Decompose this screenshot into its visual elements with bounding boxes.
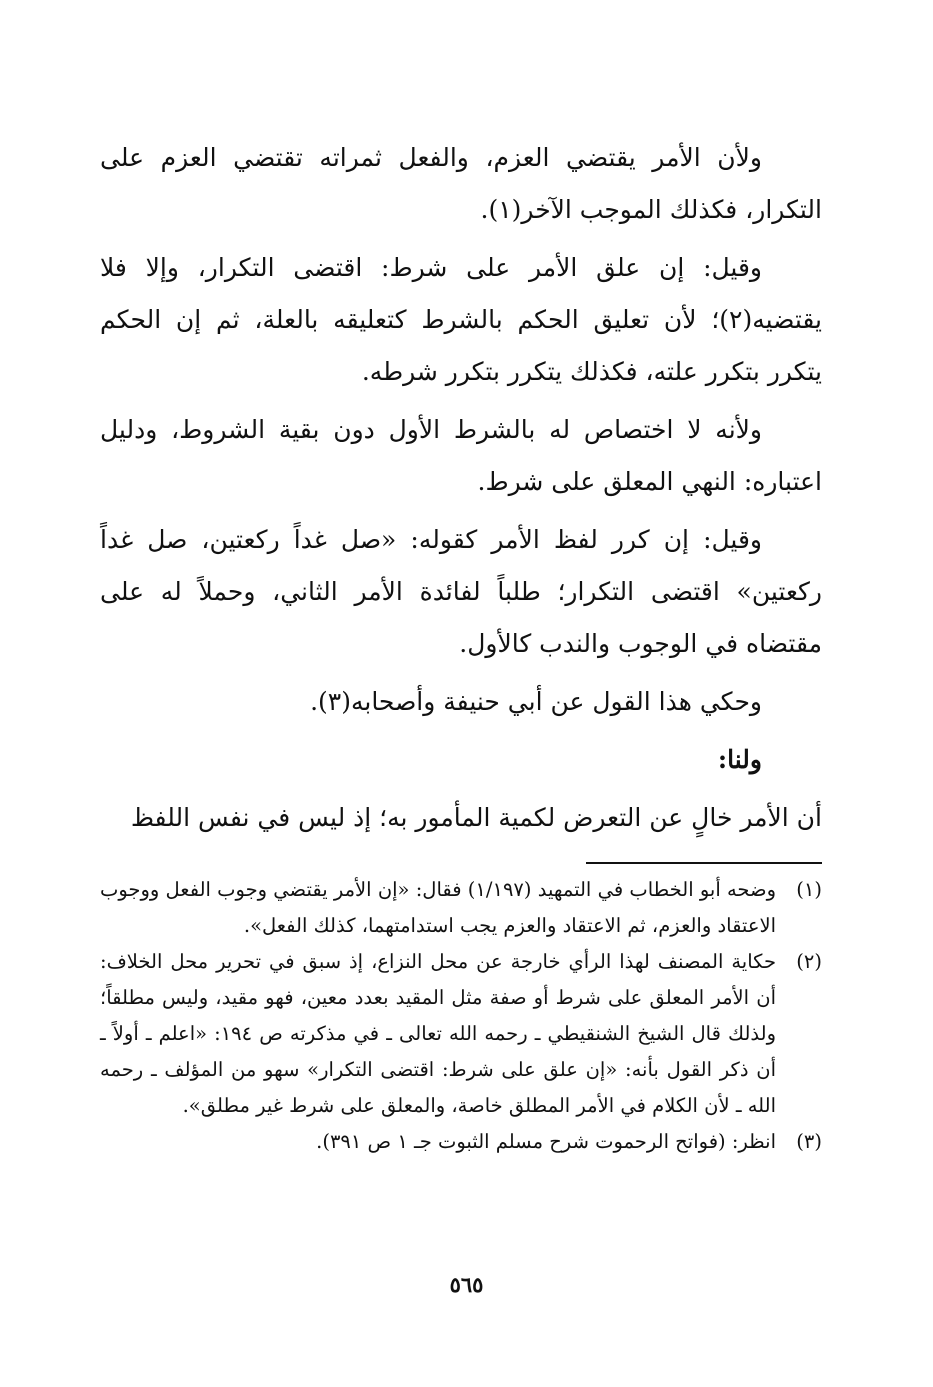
paragraph-1: ولأن الأمر يقتضي العزم، والفعل ثمراته تقتضي العزم على التكرار، فكذلك الموجب الآخر(١). [100,143,822,224]
paragraph-4: وقيل: إن كرر لفظ الأمر كقوله: «صل غداً ركعتين، صل غداً ركعتين» اقتضى التكرار؛ طلباً لفائدة الأمر الثاني، وحملاً له على مقتضاه في الوجوب والندب كالأول. [100,525,822,658]
paragraph-5: وحكي هذا القول عن أبي حنيفة وأصحابه(٣). [310,687,762,716]
footnote-number: (٣) [796,1130,822,1153]
footnote-1 [100,872,822,944]
page-number: ٥٦٥ [449,1272,484,1297]
footnote-text: انظر: (فواتح الرحموت شرح مسلم الثبوت جـ ١ ص ٣٩١). [316,1130,776,1153]
footnote-divider [586,862,822,864]
footnote-number: (٢) [796,950,822,973]
paragraph-3: ولأنه لا اختصاص له بالشرط الأول دون بقية الشروط، ودليل اعتباره: النهي المعلق على شرط. [100,415,822,496]
footnote-number: (١) [796,878,822,901]
page-body [100,132,822,1160]
paragraph-6: أن الأمر خالٍ عن التعرض لكمية المأمور به؛ إذ ليس في نفس اللفظ [130,803,822,832]
footnote-text: حكاية المصنف لهذا الرأي خارجة عن محل النزاع، إذ سبق في تحرير محل الخلاف: أن الأمر المعلق على شرط أو صفة مثل المقيد بعدد معين، فهو مقيد، وليس مطلقاً؛ ولذلك قال الشيخ الشنقيطي ـ رحمه الله تعالى ـ في مذكرته ص ١٩٤: «اعلم ـ أولاً ـ أن ذكر القول بأنه: «إن علق على شرط: اقتضى التكرار» سهو من المؤلف ـ رحمه الله ـ لأن الكلام في الأمر المطلق خاصة، والمعلق على شرط غير مطلق». [100,950,776,1117]
paragraph-2: وقيل: إن علق الأمر على شرط: اقتضى التكرار، وإلا فلا يقتضيه(٢)؛ لأن تعليق الحكم بالشرط كتعليقه بالعلة، ثم إن الحكم يتكرر بتكرر علته، فكذلك يتكرر بتكرر شرطه. [100,253,822,386]
footnote-text: وضحه أبو الخطاب في التمهيد (١/١٩٧) فقال: «إن الأمر يقتضي وجوب الفعل ووجوب الاعتقاد والعزم، ثم الاعتقاد والعزم يجب استدامتهما، كذلك الفعل». [100,878,776,937]
footnote-3 [100,1124,822,1160]
section-heading: ولنا: [717,745,762,774]
footnote-2 [100,944,822,1124]
